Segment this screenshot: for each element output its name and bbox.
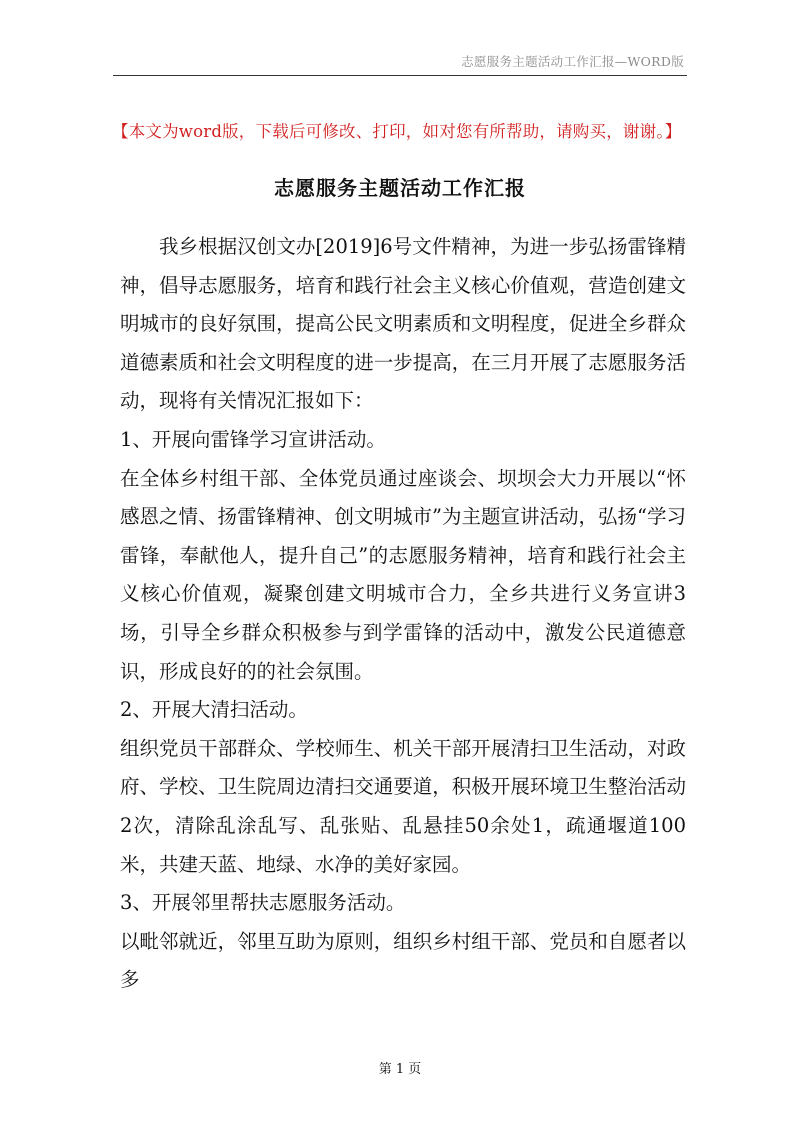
section-paragraph-3: 以毗邻就近，邻里互助为原则，组织乡村组干部、党员和自愿者以多	[120, 929, 686, 992]
document-title: 志愿服务主题活动工作汇报	[274, 176, 526, 200]
running-header: 志愿服务主题活动工作汇报—WORD版	[461, 54, 684, 69]
intro-paragraph: 我乡根据汉创文办[2019]6号文件精神，为进一步弘扬雷锋精神，倡导志愿服务，培育和践行社会主义核心价值观，营造创建文明城市的良好氛围，提高公民文明素质和文明程度，促进全乡群众道德素质和社会文明程度的进一步提高，在三月开展了志愿服务活动，现将有关情况汇报如下：	[120, 235, 686, 413]
section-heading-2: 2、开展大清扫活动。	[120, 698, 308, 722]
page-number: 第 1 页	[378, 1062, 422, 1077]
header-divider	[113, 75, 687, 76]
section-heading-1: 1、开展向雷锋学习宣讲活动。	[120, 427, 386, 451]
section-paragraph-2: 组织党员干部群众、学校师生、机关干部开展清扫卫生活动，对政府、学校、卫生院周边清扫交通要道，积极开展环境卫生整治活动2次，清除乱涂乱写、乱张贴、乱悬挂50余处1，疏通堰道100米，共建天蓝、地绿、水净的美好家园。	[120, 736, 686, 876]
download-notice: 【本文为word版，下载后可修改、打印，如对您有所帮助，请购买，谢谢。】	[112, 122, 682, 141]
document-body	[120, 228, 686, 1000]
section-paragraph-1: 在全体乡村组干部、全体党员通过座谈会、坝坝会大力开展以“怀感恩之情、扬雷锋精神、创文明城市”为主题宣讲活动，弘扬“学习雷锋，奉献他人，提升自己”的志愿服务精神，培育和践行社会主义核心价值观，凝聚创建文明城市合力，全乡共进行义务宣讲3场，引导全乡群众积极参与到学雷锋的活动中，激发公民道德意识，形成良好的的社会氛围。	[120, 466, 686, 683]
section-heading-3: 3、开展邻里帮扶志愿服务活动。	[120, 891, 406, 915]
